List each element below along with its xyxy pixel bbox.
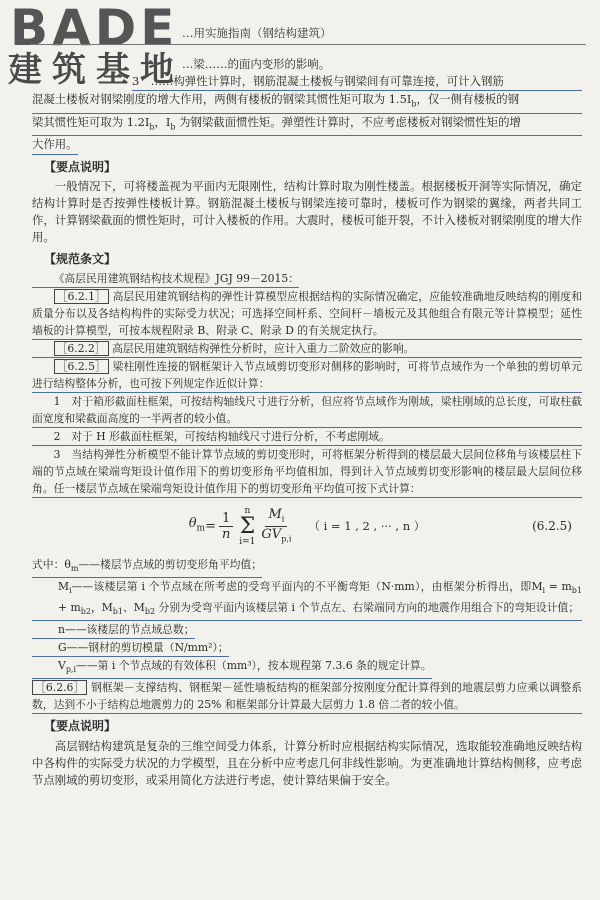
definition-vp: $V_{p,i}——$第 i 个节点域的有效体积（mm³），按本规程第 7.3.6 条的规定计算。 <box>32 657 432 679</box>
clause-6-2-6: ［6.2.6］ 钢框架－支撑结构、钢框架－延性墙板结构的框架部分按刚度分配计算得到的地震层剪力应乘以调整系数，达到不小于结构总地震剪力的 25% 和框架部分计算最大层剪力 1.8 倍二者的较小值。 <box>32 679 582 714</box>
definition-moment: $M_i——$该楼层第 i 个节点域在所考虑的受弯平面内的不平衡弯矩（N·mm），由框架分析得出，即$M_i = m_{b1} + m_{b2}$，$M_{b1}$、$M_{b2}$ 分别为受弯平面内该楼层第 i 个节点左、右梁端同方向的地震作用组合下的弯矩设计值； <box>32 578 582 621</box>
logo-brand-cn: 建筑基地 <box>8 50 184 90</box>
clause-6-2-2: ［6.2.2］ 高层民用建筑钢结构弹性分析时，应计入重力二阶效应的影响。 <box>32 340 582 358</box>
clause-6-2-5-number: ［6.2.5］ <box>54 359 109 374</box>
clause-6-2-1: ［6.2.1］ 高层民用建筑钢结构的弹性计算模型应根据结构的实际情况确定，应能较准确地反映结构的刚度和质量分布以及各结构构件的实际受力状况；可选择空间杆系、空间杆－墙板元及其他组合有限元等计算模型；延性墙板的计算模型，可按本规程附录 B、附录 C、附录 D 的有关规定执行。 <box>32 288 582 340</box>
intro-line-3: 混凝土楼板对钢梁刚度的增大作用，两侧有楼板的钢梁其惯性矩可取为 $1.5I_b$，仅一侧有楼板的钢 <box>32 91 582 113</box>
clause-6-2-5: ［6.2.5］ 梁柱刚性连接的钢框架计入节点域剪切变形对侧移的影响时，可将节点域作为一个单独的剪切单元进行结构整体分析，也可按下列规定作近似计算： <box>32 358 582 393</box>
section-3-heading: 【要点说明】 <box>44 719 117 734</box>
section-1-heading: 【要点说明】 <box>44 159 117 174</box>
section-1-text: 一般情况下，可将楼盖视为平面内无限刚性，结构计算时取为刚性楼盖。根据楼板开洞等实际情况，确定结构计算时是否按弹性楼板计算。钢筋混凝土楼板与钢梁连接可靠时，楼板可作为钢梁的翼缘，两者共同工作，计算钢梁截面的惯性矩时，可计入楼板的作用。大震时，楼板可能开裂，不计入楼板对钢梁刚度的增大作用。 <box>32 178 582 245</box>
intro-line-4: 梁其惯性矩可取为 $1.2I_b$，$I_b$ 为钢梁截面惯性矩。弹塑性计算时，不应考虑楼板对钢梁惯性矩的增 <box>32 114 582 136</box>
running-header: …用实施指南（钢结构建筑） <box>182 26 332 40</box>
formula-number: (6.2.5) <box>532 518 572 533</box>
definitions-block <box>32 556 582 715</box>
spec-source: 《高层民用建筑钢结构技术规程》JGJ 99－2015： <box>32 270 299 288</box>
clause-6-2-5-item-1: 1 对于箱形截面柱框架，可按结构轴线尺寸进行分析，但应将节点域作为刚域，梁柱刚域的总长度，可取柱截面宽度和梁截面高度的一半两者的较小值。 <box>32 393 582 428</box>
clause-6-2-5-item-3: 3 当结构弹性分析模型不能计算节点域的剪切变形时，可将框架分析得到的楼层最大层间位移角与该楼层柱下端的节点域在梁端弯矩设计值作用下的剪切变形角平均值相加，得到计入节点域剪切变形影响的楼层最大层间位移角。任一楼层节点域在梁端弯矩设计值作用下的剪切变形角平均值可按下式计算： <box>32 446 582 498</box>
section-3-text: 高层钢结构建筑是复杂的三维空间受力体系，计算分析时应根据结构实际情况，选取能较准确地反映结构中各构件的实际受力状况的力学模型，且在分析中应考虑几何非线性影响。为更准确地计算结构侧移，应考虑节点刚域的剪切变形，或采用简化方法进行考虑，使计算结果偏于安全。 <box>32 738 582 788</box>
page-body <box>32 56 582 789</box>
definition-g: G——钢材的剪切模量（N/mm²）； <box>32 639 229 657</box>
definition-theta: 式中：$\theta_m——$楼层节点域的剪切变形角平均值； <box>32 556 262 578</box>
intro-line-2: 3 ……构弹性计算时，钢筋混凝土楼板与钢梁间有可靠连接，可计入钢筋 <box>132 73 582 91</box>
clause-6-2-2-number: ［6.2.2］ <box>54 341 109 356</box>
logo-brand-en: BADE <box>10 0 179 57</box>
clause-6-2-1-number: ［6.2.1］ <box>54 289 109 304</box>
section-2-heading: 【规范条文】 <box>44 251 117 266</box>
spec-clauses <box>32 270 582 498</box>
clause-6-2-6-number: ［6.2.6］ <box>32 680 87 695</box>
clause-6-2-5-item-2: 2 对于 H 形截面柱框架，可按结构轴线尺寸进行分析，不考虑刚域。 <box>32 428 582 446</box>
formula-6-2-5: $\theta_m$ = $\frac{1}{n}$ n Σ i=1 $\frac{M_i}{GV_{p,i}}$ （ i = 1 , 2 , ··· , n ） (6.2.5) <box>188 505 572 547</box>
intro-line-5: 大作用。 <box>32 136 78 154</box>
intro-line-1: …梁……的面内变形的影响。 <box>182 57 331 71</box>
intro-block <box>32 56 582 73</box>
header-divider <box>30 44 586 45</box>
definition-n: n——该楼层的节点域总数； <box>32 621 195 639</box>
